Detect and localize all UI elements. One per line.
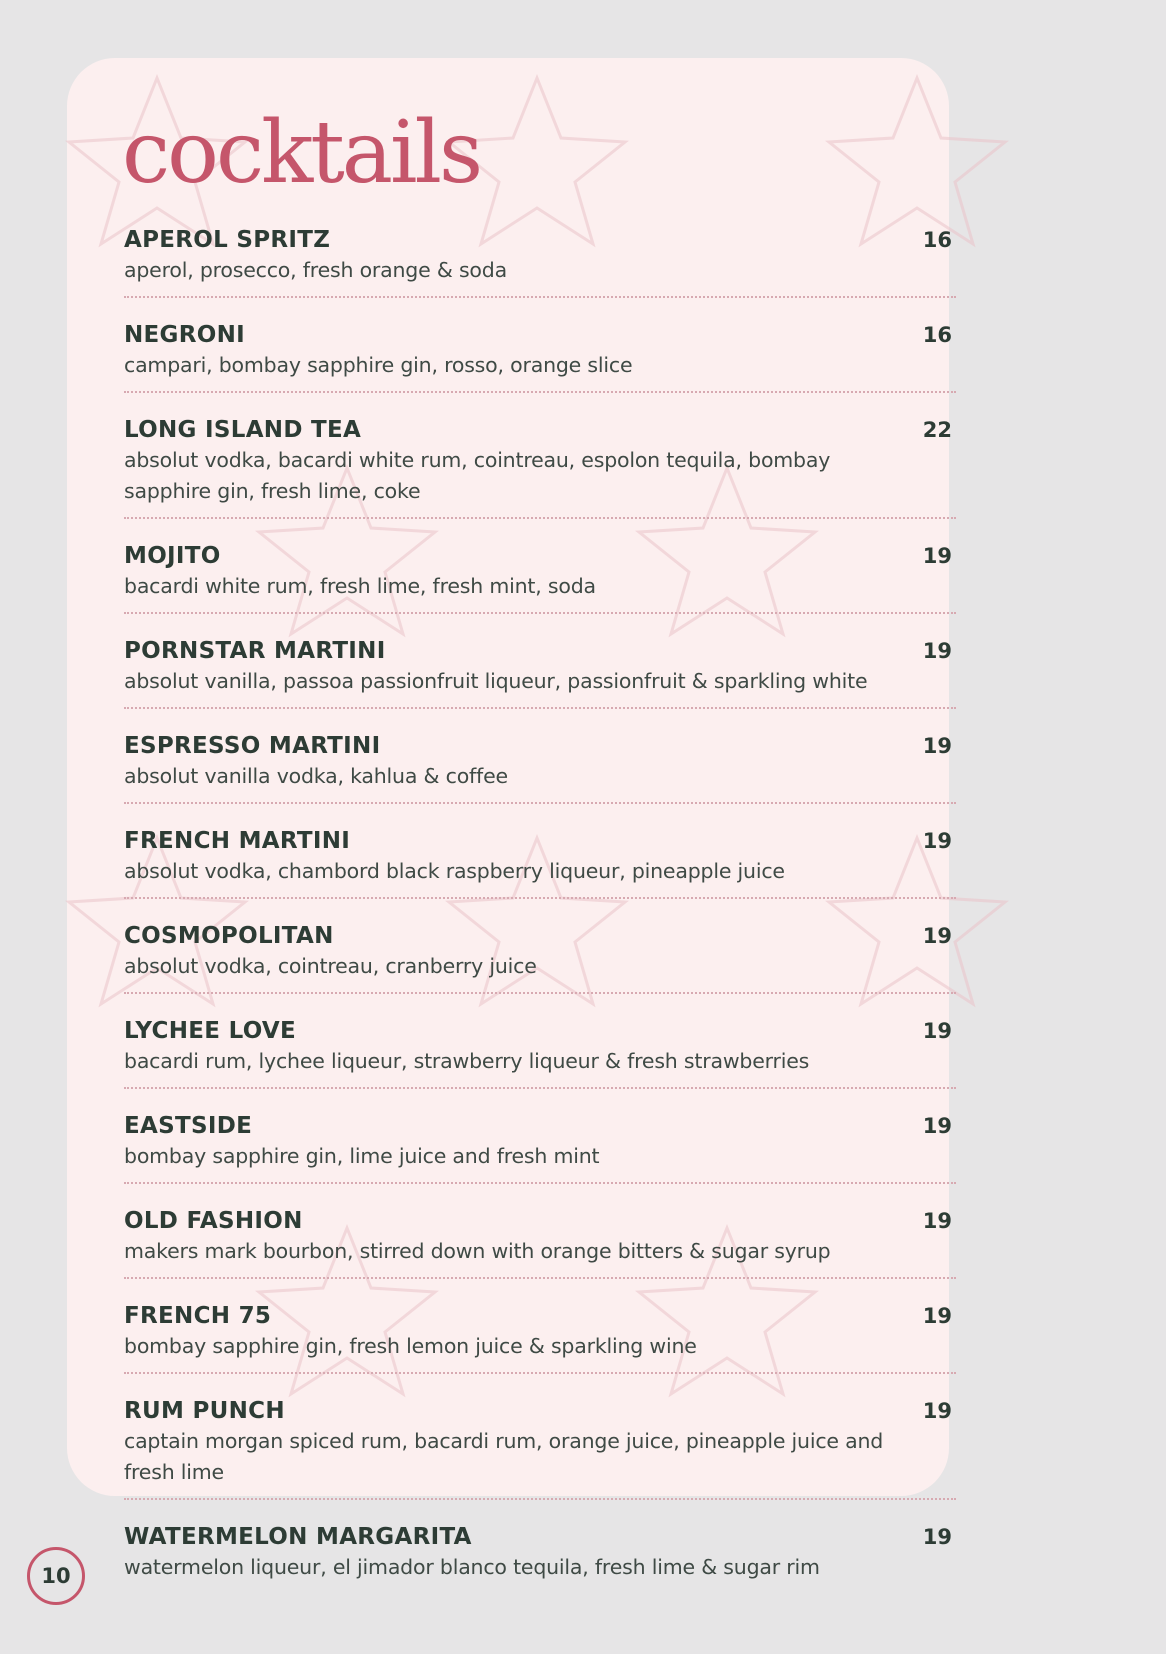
- menu-item-price: 19: [922, 639, 952, 663]
- menu-item-name: PORNSTAR MARTINI: [124, 638, 386, 664]
- menu-item-name: OLD FASHION: [124, 1208, 303, 1234]
- menu-item-name: RUM PUNCH: [124, 1398, 285, 1424]
- menu-item-price: 22: [922, 418, 952, 442]
- menu-item-description: campari, bombay sapphire gin, rosso, orange slice: [124, 353, 633, 377]
- menu-item-price: 19: [922, 1399, 952, 1423]
- menu-item-header: [124, 1206, 956, 1236]
- menu-item-price: 19: [922, 1019, 952, 1043]
- menu-item: [124, 1517, 956, 1593]
- menu-item-description: aperol, prosecco, fresh orange & soda: [124, 258, 507, 282]
- menu-item: [124, 631, 956, 709]
- menu-item: [124, 1201, 956, 1279]
- menu-item-name: FRENCH 75: [124, 1303, 272, 1329]
- menu-item-name: NEGRONI: [124, 322, 246, 348]
- menu-item-name: ESPRESSO MARTINI: [124, 733, 381, 759]
- menu-item-price: 19: [922, 1525, 952, 1549]
- menu-item-description: bombay sapphire gin, lime juice and fresh mint: [124, 1144, 600, 1168]
- menu-item-description: absolut vanilla vodka, kahlua & coffee: [124, 764, 508, 788]
- menu-item: [124, 536, 956, 614]
- menu-item-name: LONG ISLAND TEA: [124, 417, 362, 443]
- menu-item-header: [124, 1396, 956, 1426]
- menu-item-header: [124, 320, 956, 350]
- menu-item-name: FRENCH MARTINI: [124, 828, 351, 854]
- menu-item-description: bacardi white rum, fresh lime, fresh mint, soda: [124, 574, 596, 598]
- menu-item-header: [124, 921, 956, 951]
- menu-item-header: [124, 541, 956, 571]
- menu-item-description: bacardi rum, lychee liqueur, strawberry liqueur & fresh strawberries: [124, 1049, 810, 1073]
- menu-item-description: makers mark bourbon, stirred down with orange bitters & sugar syrup: [124, 1239, 831, 1263]
- menu-item-description: absolut vodka, chambord black raspberry liqueur, pineapple juice: [124, 859, 785, 883]
- cocktail-list: [124, 220, 956, 1610]
- menu-item: [124, 1011, 956, 1089]
- menu-item-description: absolut vodka, bacardi white rum, cointreau, espolon tequila, bombay sapphire gin, fresh lime, coke: [124, 448, 831, 503]
- menu-item-price: 16: [922, 323, 952, 347]
- menu-item-header: [124, 1111, 956, 1141]
- menu-item-name: EASTSIDE: [124, 1113, 253, 1139]
- menu-item: [124, 726, 956, 804]
- page-number-badge: 10: [27, 1547, 85, 1605]
- menu-item-name: MOJITO: [124, 543, 221, 569]
- menu-item: [124, 821, 956, 899]
- menu-item-header: [124, 1016, 956, 1046]
- menu-item-price: 19: [922, 829, 952, 853]
- menu-item-name: LYCHEE LOVE: [124, 1018, 297, 1044]
- menu-item: [124, 1296, 956, 1374]
- menu-item-price: 16: [922, 228, 952, 252]
- menu-item-description: absolut vanilla, passoa passionfruit liqueur, passionfruit & sparkling white: [124, 669, 868, 693]
- menu-item-header: [124, 636, 956, 666]
- menu-item-price: 19: [922, 1114, 952, 1138]
- menu-item-description: watermelon liqueur, el jimador blanco tequila, fresh lime & sugar rim: [124, 1555, 820, 1579]
- menu-item-description: captain morgan spiced rum, bacardi rum, orange juice, pineapple juice and fresh lime: [124, 1429, 884, 1484]
- menu-item-name: WATERMELON MARGARITA: [124, 1524, 472, 1550]
- menu-item: [124, 410, 956, 519]
- page-title: cocktails: [122, 103, 481, 203]
- menu-card: [67, 58, 952, 1579]
- menu-item: [124, 916, 956, 994]
- menu-item-price: 19: [922, 924, 952, 948]
- menu-item-header: [124, 1301, 956, 1331]
- menu-item-price: 19: [922, 1304, 952, 1328]
- menu-item-header: [124, 225, 956, 255]
- menu-item-price: 19: [922, 734, 952, 758]
- menu-item-price: 19: [922, 544, 952, 568]
- menu-item-name: COSMOPOLITAN: [124, 923, 334, 949]
- menu-item-description: bombay sapphire gin, fresh lemon juice & sparkling wine: [124, 1334, 697, 1358]
- menu-item: [124, 1391, 956, 1500]
- menu-item-description: absolut vodka, cointreau, cranberry juice: [124, 954, 537, 978]
- menu-item-name: APEROL SPRITZ: [124, 227, 331, 253]
- menu-item-header: [124, 1522, 956, 1552]
- menu-item-header: [124, 415, 956, 445]
- menu-item-header: [124, 731, 956, 761]
- menu-item: [124, 315, 956, 393]
- menu-item: [124, 1106, 956, 1184]
- menu-item-header: [124, 826, 956, 856]
- menu-item: [124, 220, 956, 298]
- menu-item-price: 19: [922, 1209, 952, 1233]
